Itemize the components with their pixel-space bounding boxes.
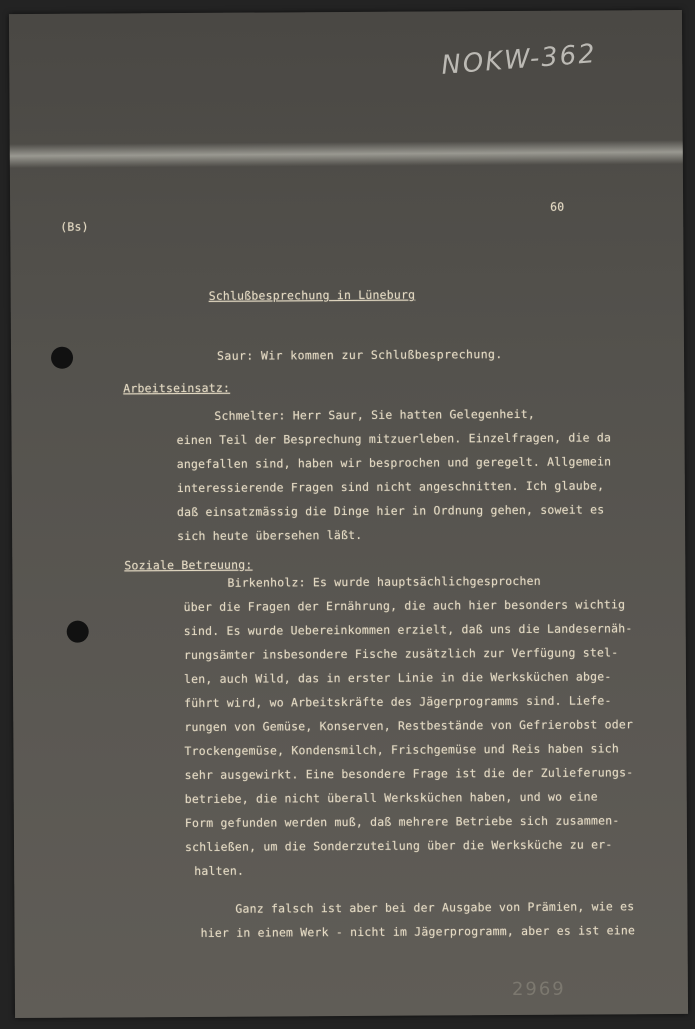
punch-hole-upper (51, 347, 73, 369)
text-line: daß einsatzmässig die Dinge hier in Ordnung gehen, soweit es (176, 502, 605, 520)
text-line: rungsämter insbesondere Fische zusätzlich zur Verfügung stel- (183, 645, 619, 663)
text-line: sind. Es wurde Uebereinkommen erzielt, daß uns die Landesernäh- (183, 621, 633, 639)
text-line: Birkenholz: Es wurde hauptsächlichgesprochen (227, 573, 541, 590)
text-line: len, auch Wild, das in erster Linie in die Werksküchen abge- (183, 669, 612, 687)
text-line: betriebe, die nicht überall Werksküchen haben, und wo eine (184, 789, 598, 807)
section-heading: Arbeitseinsatz: (123, 380, 231, 396)
text-line: halten. (194, 863, 245, 878)
text-line: Form gefunden werden muß, daß mehrere Betriebe sich zusammen- (184, 813, 620, 831)
text-line: interessierende Fragen sind nicht angeschnitten. Ich glaube, (176, 478, 605, 496)
initials: (Bs) (60, 219, 89, 234)
text-line: führt wird, wo Arbeitskräfte des Jägerprogramms sind. Liefe- (184, 693, 612, 711)
text-line: sich heute übersehen läßt. (177, 527, 363, 544)
handwritten-document-id: NOKW-362 (440, 39, 598, 81)
section-heading: Soziale Betreuung: (124, 557, 253, 573)
text-line: Trockengemüse, Kondensmilch, Frischgemüse und Reis haben sich (184, 741, 620, 759)
document-page (9, 10, 688, 1018)
text-line: hier in einem Werk - nicht im Jägerprogramm, aber es ist eine (200, 923, 636, 940)
document-title: Schlußbesprechung in Lüneburg (208, 287, 416, 303)
text-line: Schmelter: Herr Saur, Sie hatten Gelegenheit, (214, 406, 535, 423)
page-number: 60 (550, 199, 565, 214)
text-line: sehr ausgewirkt. Eine besondere Frage ist die der Zulieferungs- (184, 765, 634, 783)
text-line: Saur: Wir kommen zur Schlußbesprechung. (216, 347, 503, 363)
text-line: über die Fragen der Ernährung, die auch hier besonders wichtig (183, 597, 626, 615)
text-line: Ganz falsch ist aber bei der Ausgabe von Prämien, wie es (235, 899, 635, 916)
text-line: einen Teil der Besprechung mitzuerleben. Einzelfragen, die da (176, 430, 612, 448)
text-line: rungen von Gemüse, Konserven, Restbestände von Gefrierobst oder (184, 717, 634, 735)
text-line: schließen, um die Sonderzuteilung über die Werksküche zu er- (184, 837, 613, 855)
punch-hole-lower (67, 621, 89, 643)
archive-stamp-number: 2969 (511, 978, 566, 1001)
text-line: angefallen sind, haben wir besprochen und geregelt. Allgemein (176, 454, 612, 472)
